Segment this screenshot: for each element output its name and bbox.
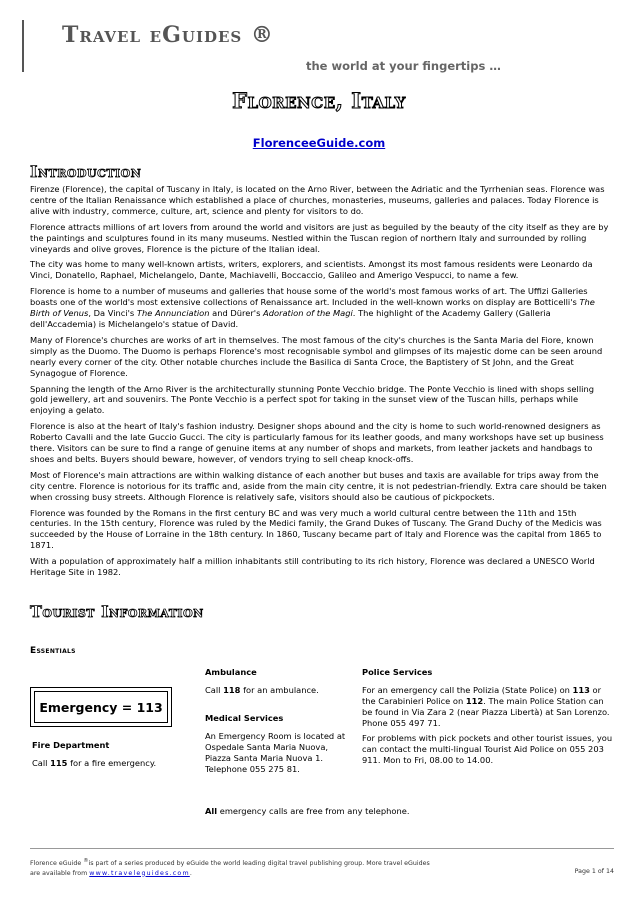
text-run: for an ambulance. bbox=[240, 685, 319, 695]
text-run: or the Carabinieri Police on bbox=[362, 685, 601, 706]
footer-text bbox=[30, 857, 614, 878]
registered-mark: ® bbox=[83, 858, 89, 864]
intro-paragraph: Florence attracts millions of art lovers from around the world and visitors are just as beguiled by the beauty of the city itself as they are by the paintings and sculptures found in its many museums. Nestled within the Tuscan region of northern Italy and surrounded by rolling vineyards and olive groves, Florence is the picture of the Italian ideal. bbox=[30, 221, 609, 254]
police-title: Police Services bbox=[362, 667, 433, 677]
site-link[interactable] bbox=[0, 136, 638, 150]
police-text-2: For problems with pick pockets and other tourist issues, you can contact the multi-lingual Tourist Aid Police on 055 203 911. Mon to Fri, 08.00 to 14.00. bbox=[362, 733, 613, 765]
intro-paragraph: Many of Florence's churches are works of art in themselves. The most famous of the city's churches is the Santa Maria del Fiore, known simply as the Duomo. The Duomo is perhaps Florence's most recognisable symbol and glimpses of its majestic dome can be seen around nearly every corner of the city. Other notable churches include the Basilica di Santa Croce, the Baptistery of St John, and the Great Synagogue of Florence. bbox=[30, 334, 603, 378]
page-number: Page 1 of 14 bbox=[574, 868, 614, 875]
artwork-title: Adoration of the Magi bbox=[263, 308, 353, 319]
text-run: All bbox=[205, 806, 218, 816]
text-run: Florence is home to a number of museums and galleries that house some of the world's most famous works of art. The Uffizi Galleries boasts one of the world's most extensive collections of Renaissance art. Included in the well-known works on display are Botticelli's bbox=[30, 286, 588, 308]
police-text bbox=[362, 685, 614, 729]
medical-text: An Emergency Room is located at Ospedale Santa Maria Nuova, Piazza Santa Maria Nuova 1. Telephone 055 275 81. bbox=[205, 731, 346, 774]
intro-paragraph: With a population of approximately half a million inhabitants still contributing to its rich history, Florence was declared a UNESCO World Heritage Site in 1982. bbox=[30, 556, 595, 578]
intro-paragraph: Florence was founded by the Romans in the first century BC and was very much a world cultural centre between the 11th and 15th centuries. In the 15th century, Florence was ruled by the Medici family, the Grand Dukes of Tuscany. The Grand Duchy of the Medicis was succeeded by the House of Lorraine in the 18th century. In 1860, Tuscany became part of Italy and Florence was the capital from 1865 to 1871. bbox=[30, 507, 602, 551]
phone-number: 118 bbox=[223, 685, 241, 695]
intro-paragraph: The city was home to many well-known artists, writers, explorers, and scientists. Amongst its most famous residents were Leonardo da Vinci, Donatello, Raphael, Michelangelo, Dante, Machiavelli, Boccaccio, Galileo and Amerigo Vespucci, to name a few. bbox=[30, 259, 593, 281]
text-run: . bbox=[189, 869, 192, 877]
phone-number: 115 bbox=[50, 758, 68, 768]
emergency-box bbox=[30, 687, 172, 727]
header-divider bbox=[22, 20, 24, 72]
text-run: emergency calls are free from any telephone. bbox=[217, 806, 410, 816]
phone-number: 112 bbox=[465, 695, 484, 706]
brand-logo: Travel eGuides ® bbox=[62, 22, 274, 48]
text-run: Call bbox=[32, 758, 51, 768]
site-link-text[interactable]: FlorenceeGuide.com bbox=[252, 136, 386, 150]
intro-heading: Introduction bbox=[30, 162, 142, 181]
text-run: . The highlight of the Academy Gallery (Galleria dell'Accademia) is Michelangelo's statue of David. bbox=[30, 308, 551, 329]
intro-body bbox=[30, 184, 614, 583]
ambulance-text bbox=[205, 685, 319, 696]
intro-paragraph: Spanning the length of the Arno River is the architecturally stunning Ponte Vecchio bridge. The Ponte Vecchio is lined with shops selling gold jewellery, art and souvenirs. The Ponte Vecchio is a perfect spot for taking in the sunset view of the Tuscan hills, perhaps while enjoying a gelato. bbox=[30, 383, 594, 416]
emergency-number: Emergency = 113 bbox=[34, 691, 168, 723]
text-run: for a fire emergency. bbox=[67, 758, 157, 768]
fire-text bbox=[32, 758, 156, 769]
artwork-title: The Birth of Venus bbox=[30, 297, 595, 319]
text-run: , Da Vinci's bbox=[88, 308, 137, 319]
essentials-heading: Essentials bbox=[30, 646, 76, 656]
text-run: and Dürer's bbox=[209, 308, 264, 319]
phone-number: 113 bbox=[572, 685, 590, 695]
text-run: Florence eGuide bbox=[30, 860, 84, 868]
intro-paragraph bbox=[30, 286, 614, 330]
footer-link[interactable]: www.traveleguides.com bbox=[89, 869, 190, 877]
text-run: is part of a series produced by eGuide the world leading digital travel publishing group. More travel eGuides bbox=[88, 860, 430, 868]
text-run: For an emergency call the Polizia (State Police) on bbox=[362, 685, 573, 695]
free-calls-note bbox=[205, 806, 410, 817]
text-run: are available from bbox=[30, 869, 90, 877]
intro-paragraph: Florence is also at the heart of Italy's fashion industry. Designer shops abound and the city is home to such world-renowned designers as Roberto Cavalli and the late Guccio Gucci. The city is particularly famous for its leather goods, and many workshops have set up business there. Visitors can be sure to find a range of genuine items at any number of shops and markets, from leather jackets and handbags to shoes and belts. Buyers should beware, however, of vendors trying to sell cheap knock-offs. bbox=[30, 421, 604, 464]
ambulance-title: Ambulance bbox=[205, 667, 257, 677]
footer-divider bbox=[30, 848, 614, 849]
footer-line-2 bbox=[30, 869, 614, 879]
medical-title: Medical Services bbox=[205, 713, 284, 723]
text-run: . The main Police Station can be found in Via Zara 2 (near Piazza Libertà) at San Lorenzo. Phone 055 497 71. bbox=[362, 695, 610, 728]
artwork-title: The Annunciation bbox=[136, 308, 210, 319]
tagline: the world at your fingertips … bbox=[306, 59, 501, 73]
tourist-heading: Tourist Information bbox=[30, 602, 204, 621]
page-title: Florence, Italy bbox=[232, 88, 406, 113]
text-run: Call bbox=[205, 685, 224, 695]
fire-title: Fire Department bbox=[32, 740, 110, 750]
intro-paragraph: Firenze (Florence), the capital of Tuscany in Italy, is located on the Arno River, between the Adriatic and the Tyrrhenian seas. Florence was centre of the Italian Renaissance which established a place of churches, monasteries, museums, galleries and palaces. Today Florence is alive with industry, commerce, culture, art, science and plenty for visitors to do. bbox=[30, 184, 605, 216]
intro-paragraph: Most of Florence's main attractions are within walking distance of each another but buses and taxis are available for trips away from the city centre. Florence is notorious for its traffic and, aside from the main city centre, it is not pedestrian-friendly. Extra care should be taken when crossing busy streets. Although Florence is relatively safe, visitors should also be cautious of pickpockets. bbox=[30, 469, 607, 502]
footer-line-1 bbox=[30, 857, 614, 869]
